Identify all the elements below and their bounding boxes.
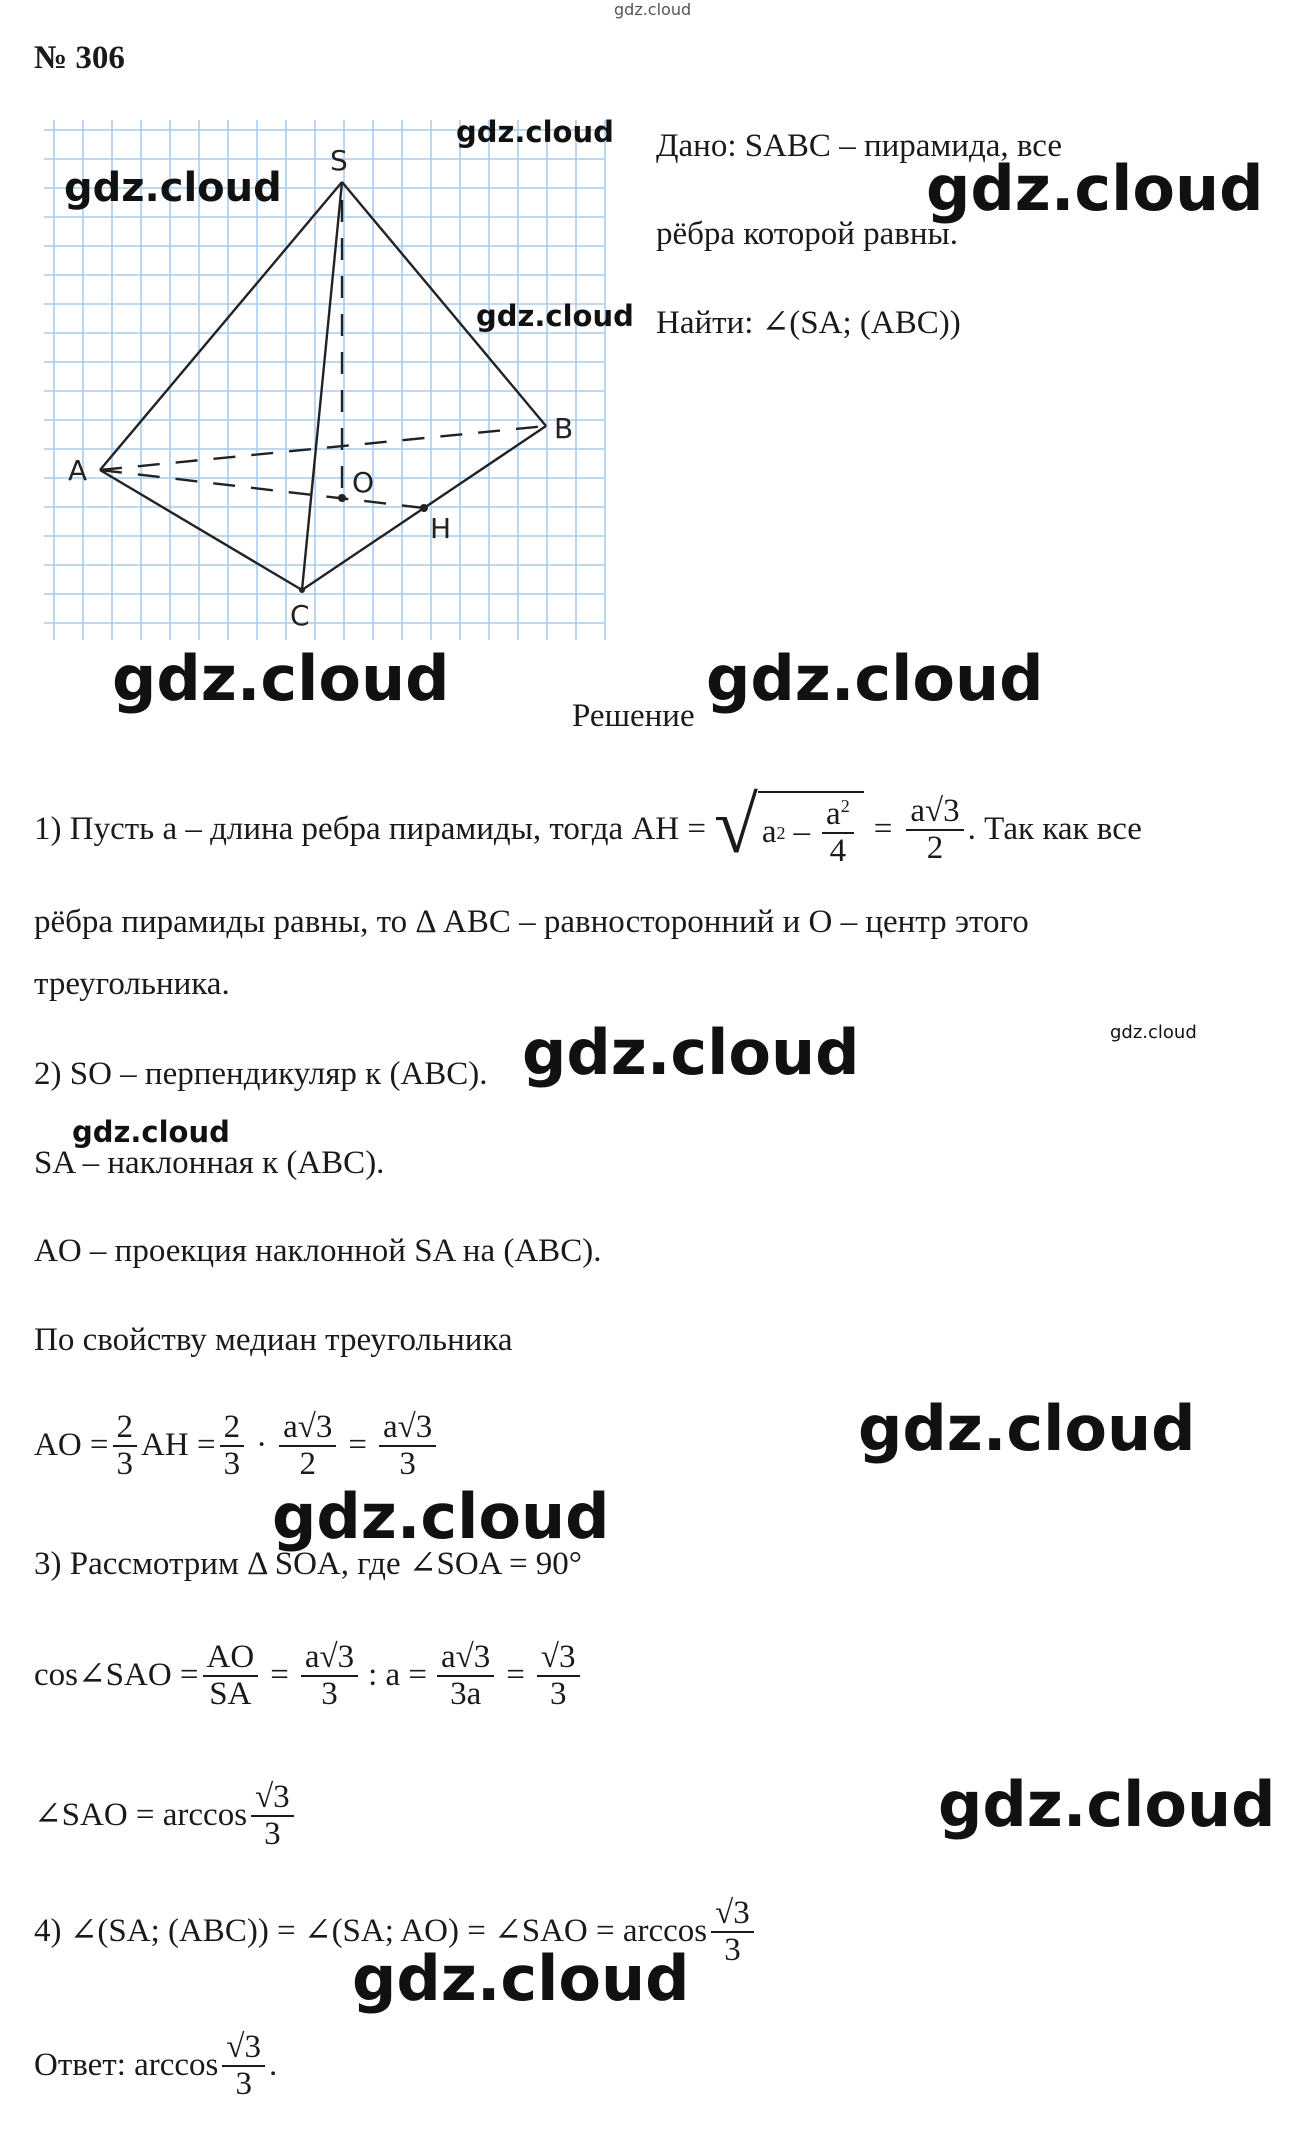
step1-eq: =: [873, 811, 893, 848]
sao-prefix: ∠SAO = arccos: [34, 1796, 248, 1833]
point-C: [299, 587, 305, 593]
edge-SA: [100, 182, 342, 470]
edge-AC: [100, 470, 302, 590]
label-B: B: [554, 412, 574, 445]
watermark-2: gdz.cloud: [64, 165, 282, 211]
pyramid-edges: [100, 182, 546, 590]
answer-fraction: $\frac{√3}{3}$: [222, 2030, 265, 2101]
step2-line4: По свойству медиан треугольника: [34, 1322, 513, 1358]
label-O: O: [352, 466, 375, 499]
task-number: № 306: [34, 40, 125, 76]
answer-prefix: Ответ: arccos: [34, 2046, 219, 2083]
step1-prefix: 1) Пусть a – длина ребра пирамиды, тогда AH =: [34, 811, 706, 848]
watermark-9: gdz.cloud: [72, 1115, 230, 1149]
edge-SC: [302, 182, 342, 590]
site-watermark-top: gdz.cloud: [614, 0, 692, 19]
cos-fraction-3: $\frac{a√3}{3a}$: [437, 1640, 494, 1711]
given-line-1: Дано: SABC – пирамида, все: [656, 128, 1062, 164]
step1-line2: рёбра пирамиды равны, то Δ ABC – равносторонний и O – центр этого: [34, 904, 1029, 940]
cos-fraction-1: $\frac{AO}{SA}$: [203, 1640, 259, 1711]
label-C: C: [290, 599, 310, 632]
ao-dot: ·: [256, 1426, 268, 1463]
ao-fraction-2: $\frac{2}{3}$: [220, 1410, 245, 1481]
ao-formula: [34, 1410, 440, 1481]
cos-fraction-2: $\frac{a√3}{3}$: [301, 1640, 358, 1711]
given-line-2: рёбра которой равны.: [656, 216, 958, 252]
watermark-11: gdz.cloud: [272, 1480, 610, 1553]
watermark-10: gdz.cloud: [858, 1392, 1196, 1465]
edge-AB-dashed: [100, 426, 546, 470]
step3-line1: 3) Рассмотрим Δ SOA, где ∠SOA = 90°: [34, 1546, 582, 1582]
rad-minus: –: [793, 814, 811, 851]
step1-line1: [34, 782, 1142, 870]
watermark-3: gdz.cloud: [926, 152, 1264, 225]
watermark-13: gdz.cloud: [352, 1942, 690, 2015]
point-H: [420, 504, 428, 512]
label-A: A: [68, 454, 88, 487]
label-S: S: [330, 144, 348, 177]
cos-prefix: cos∠SAO =: [34, 1656, 199, 1693]
label-H: H: [430, 512, 452, 545]
step2-line1: 2) SO – перпендикуляр к (ABC).: [34, 1056, 488, 1092]
cos-fraction-4: $\frac{√3}{3}$: [537, 1640, 580, 1711]
answer-suffix: .: [269, 2046, 278, 2083]
watermark-12: gdz.cloud: [938, 1768, 1276, 1841]
radical-sign: √: [713, 782, 758, 870]
rad-exp: 2: [776, 822, 786, 843]
step4-fraction: $\frac{√3}{3}$: [711, 1896, 754, 1967]
step1-line3: треугольника.: [34, 966, 230, 1002]
ah-radical: [713, 782, 864, 870]
median-AH-dashed: [100, 470, 424, 508]
given-line-3: Найти: ∠(SA; (ABC)): [656, 305, 961, 341]
step2-line2: SA – наклонная к (ABC).: [34, 1145, 385, 1181]
sao-fraction: $\frac{√3}{3}$: [251, 1780, 294, 1851]
step4-prefix: 4) ∠(SA; (ABC)) = ∠(SA; AO) = ∠SAO = arccos: [34, 1912, 708, 1949]
cos-eq2: =: [506, 1656, 525, 1693]
watermark-1: gdz.cloud: [456, 115, 614, 149]
watermark-5: gdz.cloud: [112, 642, 450, 715]
answer: [34, 2030, 277, 2101]
ao-fraction-1: $\frac{2}{3}$: [113, 1410, 138, 1481]
ao-fraction-3: $\frac{a√3}{2}$: [279, 1410, 336, 1481]
solution-heading: Решение: [572, 698, 695, 734]
cos-eq1: =: [270, 1656, 289, 1693]
ao-eq: =: [348, 1426, 367, 1463]
cos-div: : a =: [368, 1656, 428, 1693]
cos-formula: [34, 1640, 584, 1711]
ah-result-fraction: $\frac{a√3}{2}$: [906, 794, 963, 865]
ao-fraction-4: $\frac{a√3}{3}$: [379, 1410, 436, 1481]
watermark-6: gdz.cloud: [706, 642, 1044, 715]
rad-a: a: [761, 814, 777, 851]
watermark-7: gdz.cloud: [522, 1016, 860, 1089]
watermark-4: gdz.cloud: [476, 299, 634, 333]
step2-line3: AO – проекция наклонной SA на (ABC).: [34, 1233, 602, 1269]
sao-formula: [34, 1780, 298, 1851]
rad-fraction: $\frac{a^2}{4}$: [822, 797, 854, 868]
watermark-8: gdz.cloud: [1110, 1022, 1197, 1043]
step1-suffix: . Так как все: [967, 811, 1142, 848]
ao-ah: AH =: [141, 1426, 216, 1463]
ao-prefix: AO =: [34, 1426, 109, 1463]
point-O: [338, 494, 346, 502]
